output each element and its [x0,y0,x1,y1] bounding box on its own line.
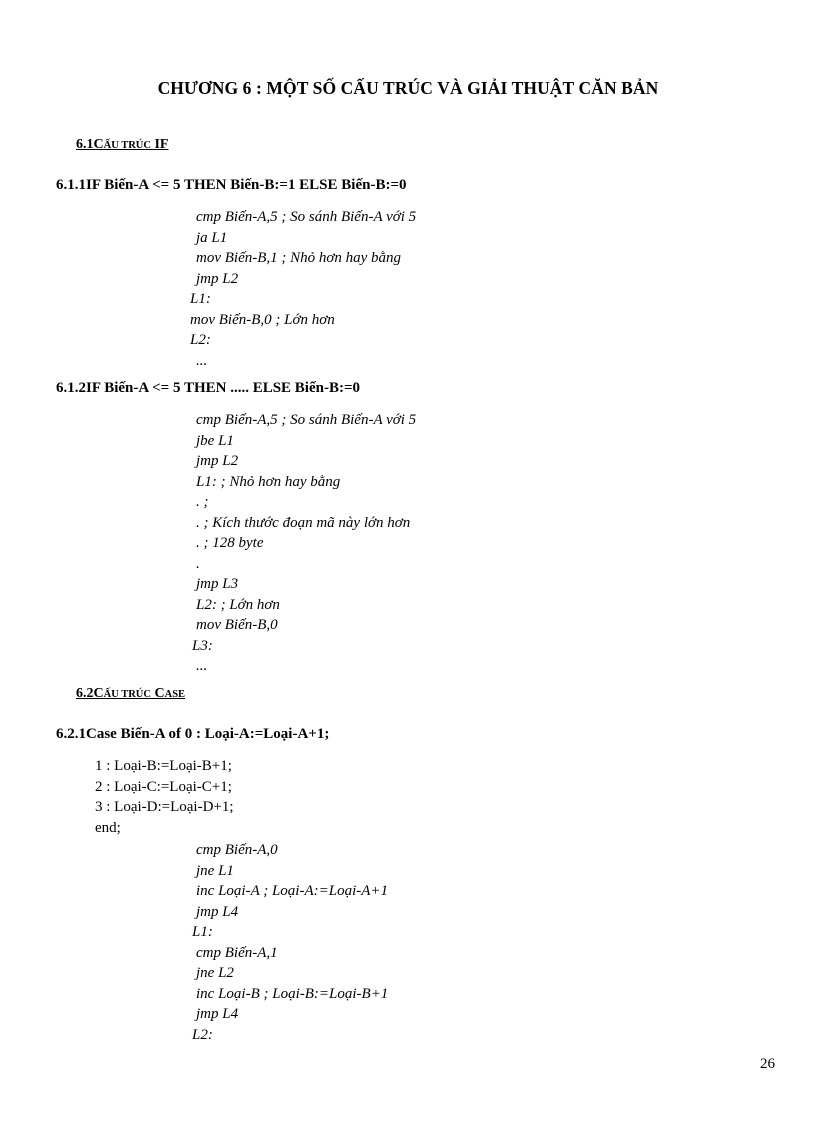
code-block-6-1-1 [190,207,416,371]
subsection-6-1-1-heading: 6.1.1IF Biến-A <= 5 THEN Biến-B:=1 ELSE Biến-B:=0 [56,177,407,193]
page-number: 26 [760,1056,775,1072]
section-title-initial: C [93,137,104,152]
code-line: jne L2 [196,965,234,981]
chapter-title: CHƯƠNG 6 : MỘT SỐ CẤU TRÚC VÀ GIẢI THUẬT CĂN BẢN [157,78,659,98]
pascal-line: 1 : Loại-B:=Loại-B+1; [95,758,232,774]
code-line: L2: ; Lớn hơn [196,596,280,613]
code-line: jne L1 [196,862,234,879]
pascal-line: 3 : Loại-D:=Loại-D+1; [95,799,234,815]
subsection-6-1-2-heading: 6.1.2IF Biến-A <= 5 THEN ..... ELSE Biến-B:=0 [56,380,361,396]
code-line: L3: [192,637,213,654]
pascal-line: 2 : Loại-C:=Loại-C+1; [95,778,232,795]
section-title-tail: IF [150,137,169,152]
code-line: mov Biến-B,0 [196,617,278,633]
code-line: L2: [192,1026,213,1043]
code-line: L2: [190,332,211,348]
code-line: ... [196,658,208,674]
code-line: . ; [196,494,209,510]
section-title-initial: C [93,686,104,701]
code-line: inc Loại-B ; Loại-B:=Loại-B+1 [196,985,389,1002]
code-line: . ; 128 byte [196,535,264,551]
section-number: 6.2 [76,686,94,701]
code-line: mov Biến-B,1 ; Nhỏ hơn hay bằng [196,250,402,266]
section-6-2-heading [76,686,185,702]
section-title-smallcaps: ẤU TRÚC [103,140,151,151]
code-line: ... [196,352,208,369]
section-title-tail-smallcaps: ASE [164,689,186,700]
code-block-6-2-1 [190,840,388,1045]
code-line: . [196,555,200,572]
code-line: jbe L1 [196,432,234,449]
code-line: L1: [190,291,211,307]
code-line: jmp L4 [196,903,239,920]
code-line: . ; Kích thước đoạn mã này lớn hơn [196,514,411,531]
code-line: L1: [192,924,213,940]
subsection-6-2-1-heading: 6.2.1Case Biến-A of 0 : Loại-A:=Loại-A+1; [56,726,330,742]
code-line: jmp L4 [196,1006,239,1022]
code-line: jmp L2 [196,270,239,287]
code-line: jmp L3 [196,576,239,592]
code-line: jmp L2 [196,453,239,469]
code-line: cmp Biến-A,0 [196,842,278,858]
code-block-6-1-2 [190,410,416,677]
pascal-case-block [95,756,234,838]
code-line: L1: ; Nhỏ hơn hay bằng [196,473,341,490]
section-number: 6.1 [76,137,94,152]
code-line: cmp Biến-A,5 ; So sánh Biến-A với 5 [196,412,417,428]
pascal-line: end; [95,819,121,836]
section-title-tail-initial: C [150,686,165,701]
code-line: mov Biến-B,0 ; Lớn hơn [190,311,335,328]
code-line: ja L1 [196,229,228,246]
code-line: cmp Biến-A,5 ; So sánh Biến-A với 5 [196,209,417,225]
code-line: cmp Biến-A,1 [196,944,278,961]
section-title-smallcaps: ẤU TRÚC [103,689,151,700]
code-line: inc Loại-A ; Loại-A:=Loại-A+1 [196,883,389,899]
section-6-1-heading [76,137,168,153]
